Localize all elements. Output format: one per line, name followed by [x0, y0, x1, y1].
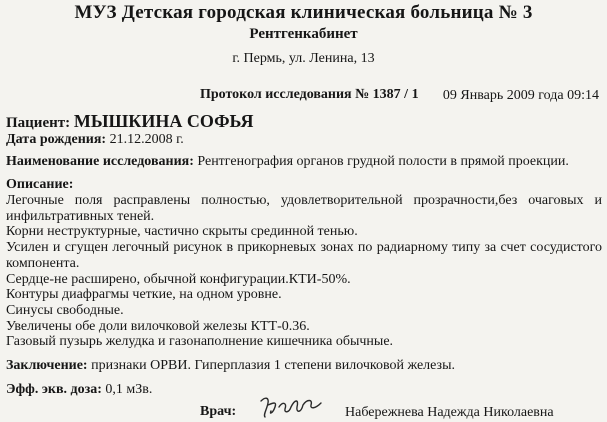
description-line: Корни неструктурные, частично скрыты срединной тенью. [6, 224, 358, 240]
birth-line [6, 132, 184, 148]
birth-date: 21.12.2008 г. [109, 132, 184, 147]
description-line: Синусы свободные. [6, 302, 124, 318]
conclusion-line [6, 358, 455, 374]
description-line: Усилен и сгущен легочный рисунок в прикорневых зонах по радиарному типу за счет сосудистого компонента. [6, 240, 602, 271]
dose-label: Эфф. экв. доза: [6, 382, 102, 397]
conclusion-value: признаки ОРВИ. Гиперплазия 1 степени вилочковой железы. [91, 358, 455, 373]
description-label: Описание: [6, 177, 74, 192]
doctor-label: Врач: [200, 404, 237, 419]
description-line: Газовый пузырь желудка и газонаполнение кишечника обычные. [6, 334, 394, 350]
protocol-title: Протокол исследования № 1387 / 1 [200, 87, 419, 102]
patient-label: Пациент: [6, 115, 71, 131]
dose-line [6, 382, 152, 398]
birth-label: Дата рождения: [6, 132, 107, 147]
dose-value: 0,1 мЗв. [105, 382, 153, 397]
institution-title: МУЗ Детская городская клиническая больница № 3 [74, 2, 533, 23]
study-label: Наименование исследования: [6, 154, 194, 169]
description-line: Легочные поля расправлены полностью, удовлетворительной прозрачности,без очаговых и инфильтративных теней. [6, 193, 602, 224]
protocol-datetime: 09 Январь 2009 года 09:14 [442, 88, 599, 103]
department-title: Рентгенкабинет [249, 26, 358, 42]
doctor-name: Набережнева Надежда Николаевна [345, 405, 554, 420]
description-line: Контуры диафрагмы четкие, на одном уровне. [6, 287, 282, 303]
patient-name: МЫШКИНА СОФЬЯ [73, 111, 254, 131]
patient-line [6, 111, 253, 132]
conclusion-label: Заключение: [6, 358, 88, 373]
study-value: Рентгенография органов грудной полости в прямой проекции. [197, 154, 569, 169]
study-line [6, 154, 569, 170]
doctor-signature [255, 393, 327, 421]
description-body [6, 193, 602, 350]
institution-address: г. Пермь, ул. Ленина, 13 [232, 51, 375, 66]
description-line: Увеличены обе доли вилочковой железы КТТ-0.36. [6, 318, 310, 334]
description-line: Сердце-не расширено, обычной конфигурации.КТИ-50%. [6, 271, 351, 287]
